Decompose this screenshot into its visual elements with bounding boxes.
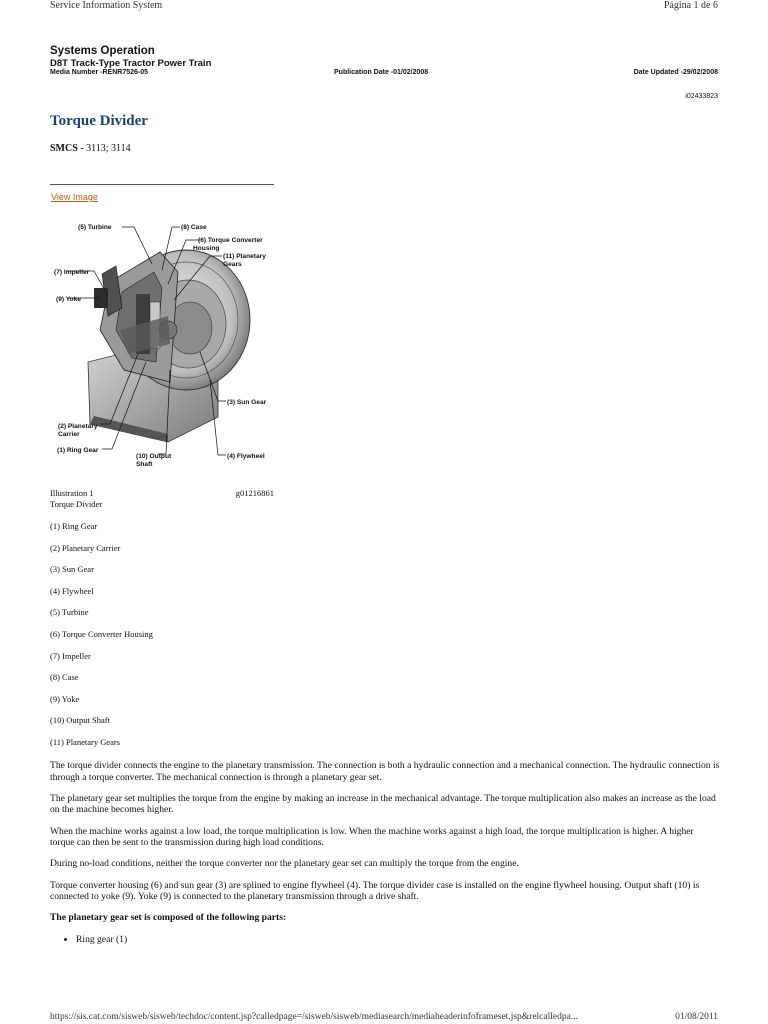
document-id: i02433823	[685, 93, 718, 100]
parts-list	[50, 521, 153, 759]
parts-heading: The planetary gear set is composed of the following parts:	[50, 912, 287, 924]
parts-list-item: (10) Output Shaft	[50, 715, 110, 726]
bullet-item: • Ring gear (1)	[76, 934, 720, 946]
callout-yoke: (9) Yoke	[56, 296, 82, 303]
callout-output-shaft: (10) Output	[136, 453, 172, 460]
page-url: https://sis.cat.com/sisweb/sisweb/techdoc/content.jsp?calledpage=/sisweb/sisweb/mediasearch/mediaheaderinfoframeset.jsp&relcalledpa...	[50, 1012, 578, 1022]
page-title: Torque Divider	[50, 113, 148, 129]
parts-list-item: (9) Yoke	[50, 693, 80, 704]
callout-sun-gear: (3) Sun Gear	[227, 399, 267, 406]
parts-list-item: (3) Sun Gear	[50, 564, 94, 575]
parts-list-item: (4) Flywheel	[50, 585, 94, 596]
graphic-id: g01216861	[235, 488, 274, 498]
product-title: D8T Track-Type Tractor Power Train	[50, 58, 212, 69]
callout-torque-converter-housing-2: Housing	[193, 245, 220, 252]
callout-planetary-gears-2: Gears	[223, 261, 242, 268]
callout-ring-gear: (1) Ring Gear	[57, 447, 99, 454]
smcs-codes	[50, 143, 131, 154]
callout-turbine: (5) Turbine	[78, 224, 112, 231]
parts-list-item: (8) Case	[50, 672, 79, 683]
paragraph: During no-load conditions, neither the torque converter nor the planetary gear set can multiply the torque from the engine.	[50, 858, 519, 870]
paragraph: The planetary gear set multiplies the torque from the engine by making an increase in the mechanical advantage. The torque multiplication also makes an increase as the load on the machine becomes higher.	[50, 792, 716, 816]
smcs-values: 3113; 3114	[83, 143, 131, 154]
callout-planetary-carrier: (2) Planetary	[58, 423, 98, 430]
parts-list-item: (5) Turbine	[50, 607, 89, 618]
print-header	[50, 0, 718, 14]
illustration-number: Illustration 1	[50, 488, 94, 498]
callout-impeller: (7) Impeller	[54, 269, 90, 276]
view-image-link[interactable]: View Image	[51, 192, 98, 202]
illustration-caption: Torque Divider	[50, 499, 103, 509]
parts-list-item: (7) Impeller	[50, 650, 91, 661]
body-text	[50, 760, 720, 945]
smcs-label: SMCS -	[50, 143, 84, 154]
callout-torque-converter-housing: (6) Torque Converter	[198, 237, 263, 244]
callout-case: (8) Case	[181, 224, 207, 231]
callout-flywheel: (4) Flywheel	[227, 453, 265, 460]
media-info-row	[50, 69, 718, 79]
paragraph: When the machine works against a low load, the torque multiplication is low. When the machine works against a high load, the torque multiplication is higher. A higher torque can then be sent to the transmission during high load conditions.	[50, 825, 694, 849]
print-header-title: Service Information System	[50, 0, 163, 11]
callout-output-shaft-2: Shaft	[136, 461, 153, 468]
paragraph: The torque divider connects the engine to the planetary transmission. The connection is both a hydraulic connection and a mechanical connection. The hydraulic connection is through a torque converter. The mechanical connection is through a planetary gear set.	[50, 760, 720, 783]
paragraph: Torque converter housing (6) and sun gear (3) are splined to engine flywheel (4). The torque divider case is installed on the engine flywheel housing. Output shaft (10) is connected to yoke (9). Yoke (9) is connected to the planetary transmission through a drive shaft.	[50, 879, 700, 903]
parts-list-item: (6) Torque Converter Housing	[50, 628, 153, 639]
parts-list-item: (1) Ring Gear	[50, 521, 98, 531]
page-indicator: Página 1 de 6	[663, 0, 718, 11]
torque-divider-illustration[interactable]	[50, 212, 276, 474]
media-number: Media Number -RENR7526-05	[50, 69, 149, 76]
section-title: Systems Operation	[50, 45, 155, 57]
parts-list-item: (2) Planetary Carrier	[50, 542, 121, 553]
date-updated: Date Updated -29/02/2008	[633, 69, 718, 76]
callout-planetary-gears: (11) Planetary	[223, 253, 266, 260]
callout-planetary-carrier-2: Carrier	[58, 431, 80, 438]
parts-list-item: (11) Planetary Gears	[50, 736, 121, 747]
publication-date: Publication Date -01/02/2008	[334, 69, 429, 76]
print-date: 01/08/2011	[675, 1012, 718, 1022]
component-bullet-list	[50, 934, 720, 946]
divider	[50, 184, 274, 185]
print-footer	[50, 1012, 718, 1024]
